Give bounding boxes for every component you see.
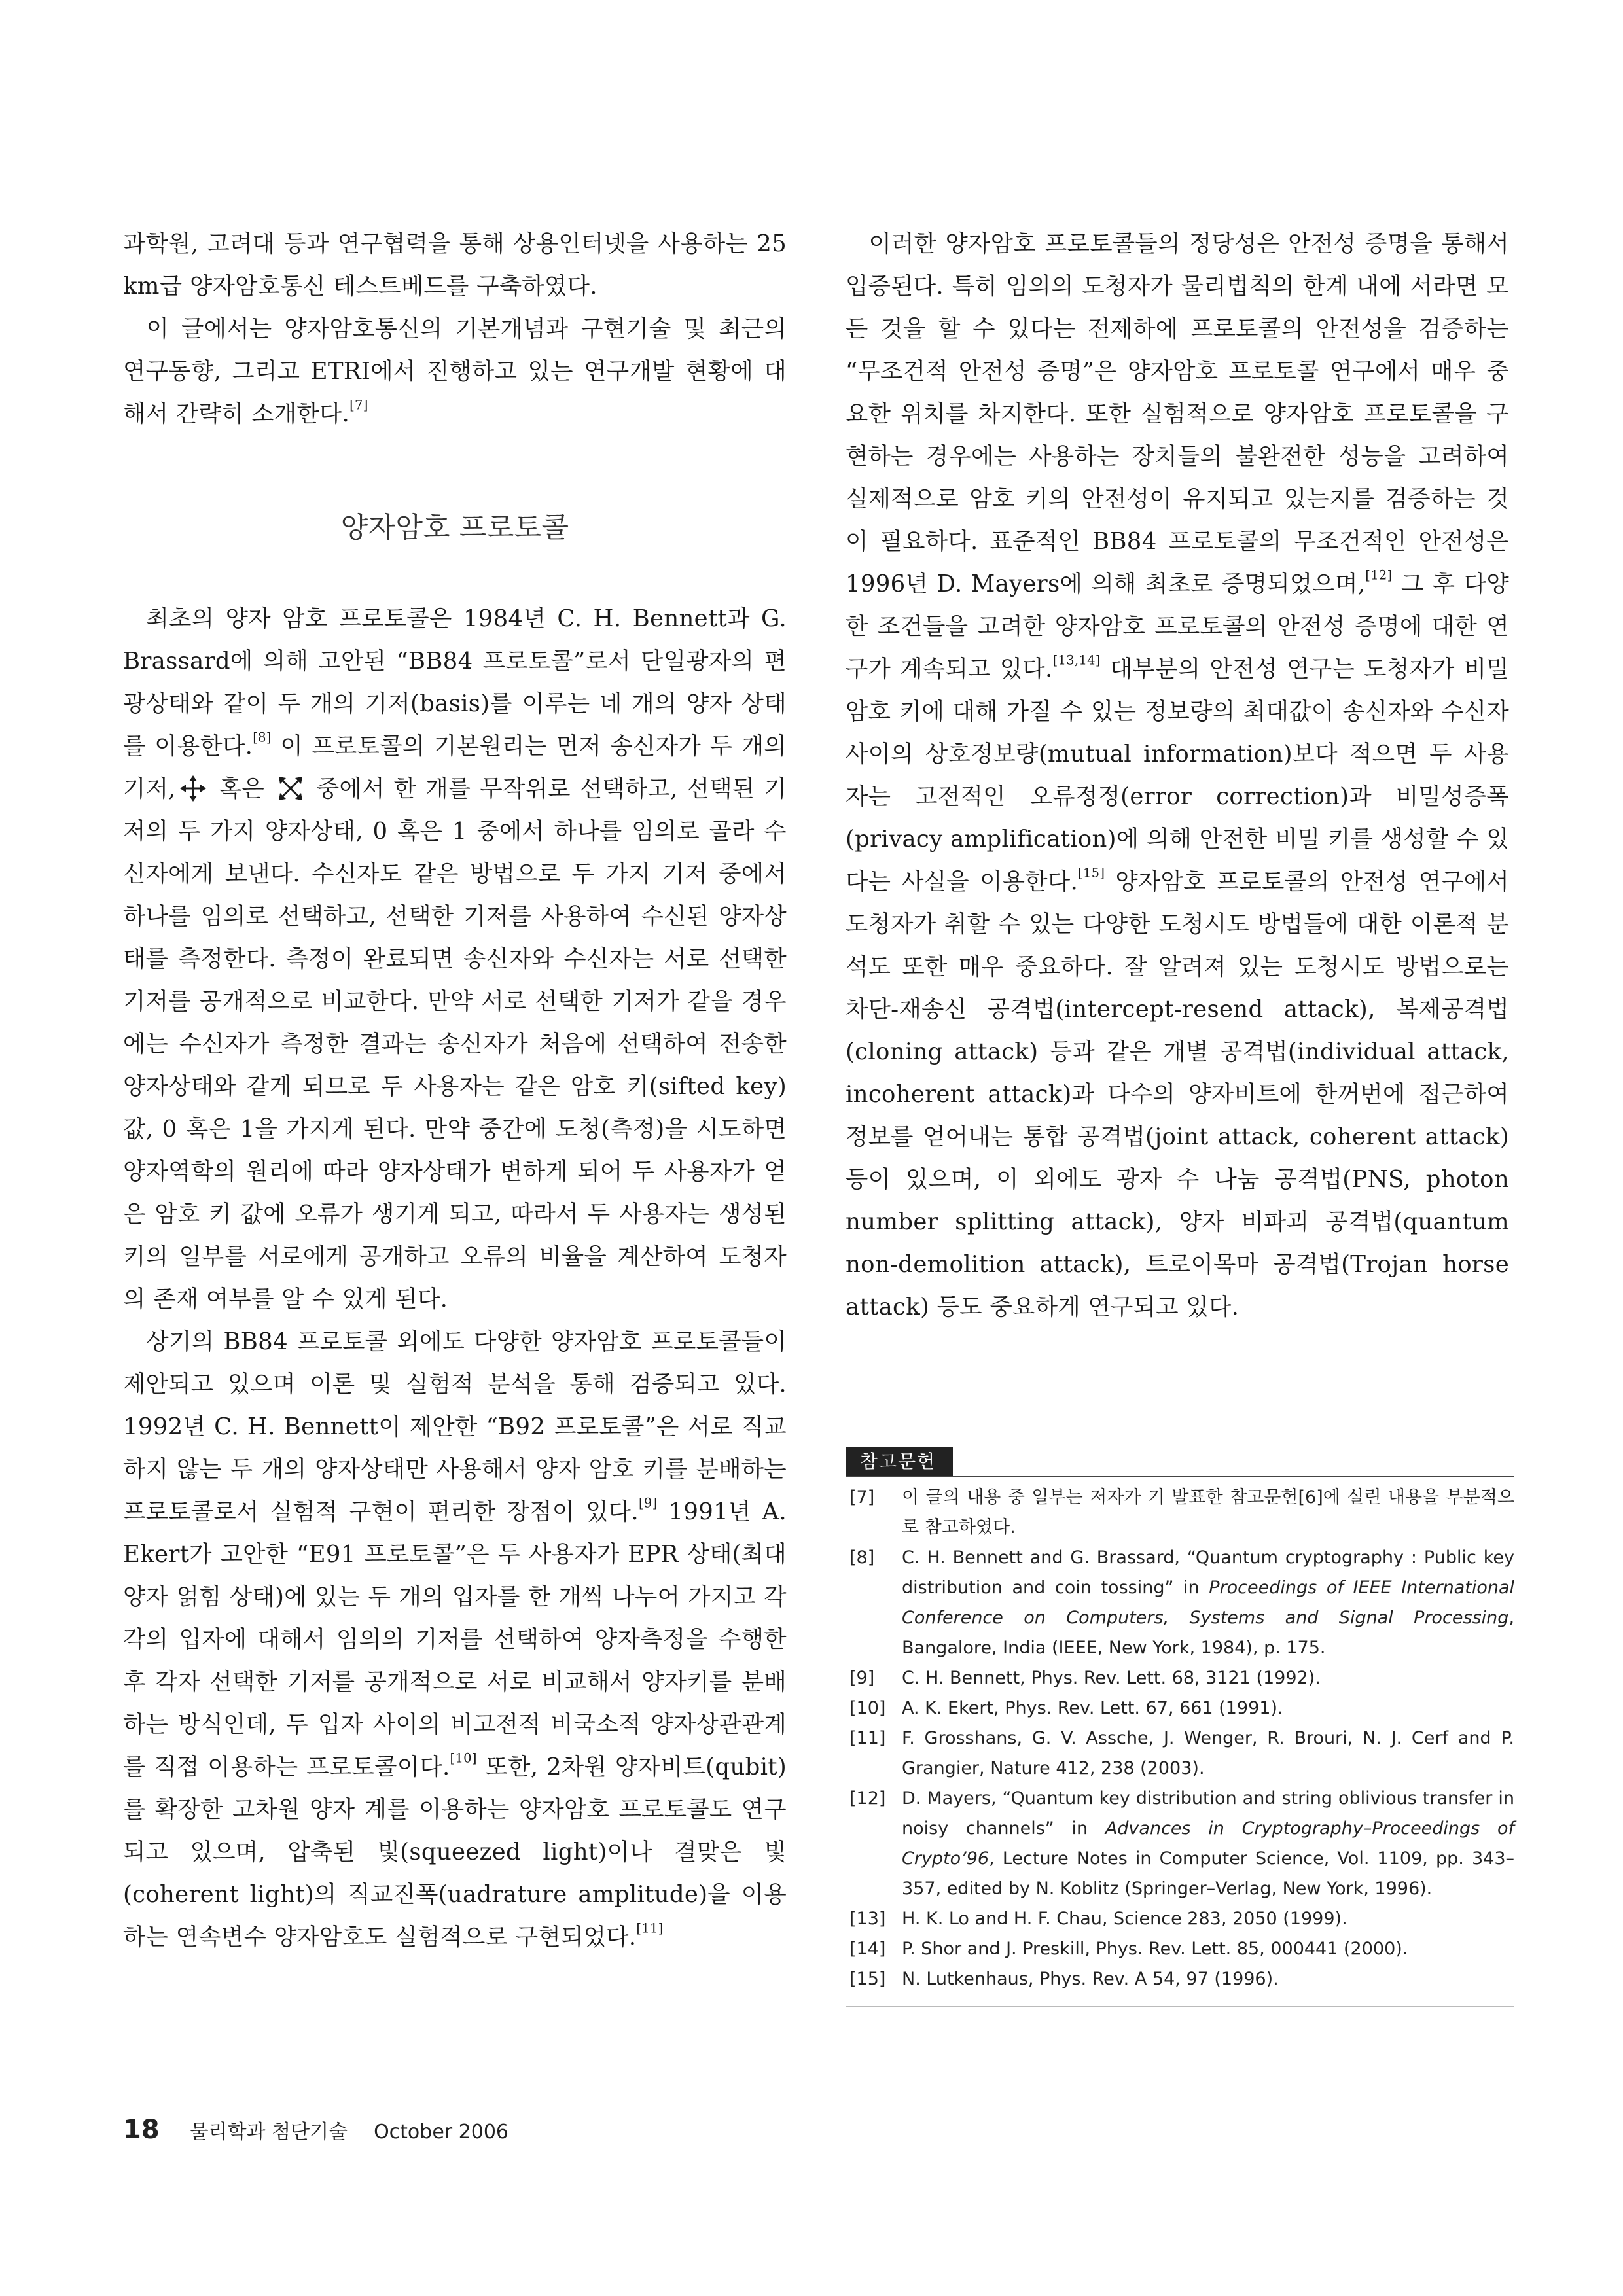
- reference-number: [9]: [849, 1668, 875, 1688]
- reference-text: P. Shor and J. Preskill, Phys. Rev. Lett. 85, 000441 (2000).: [902, 1939, 1408, 1959]
- citation: [10]: [450, 1750, 477, 1766]
- reference-number: [10]: [849, 1698, 886, 1718]
- reference-item: [846, 1784, 1514, 1904]
- citation: [7]: [349, 397, 368, 413]
- diagonal-basis-icon: [277, 775, 304, 802]
- paragraph: 이 글에서는 양자암호통신의 기본개념과 구현기술 및 최근의 연구동향, 그리고 ETRI에서 진행하고 있는 연구개발 현황에 대해서 간략히 소개한다.[7]: [123, 315, 787, 427]
- reference-text: C. H. Bennett and G. Brassard, “Quantum cryptography : Public key distribution and coin tossing” in: [902, 1547, 1514, 1598]
- paragraph: 상기의 BB84 프로토콜 외에도 다양한 양자암호 프로토콜들이 제안되고 있으며 이론 및 실험적 분석을 통해 검증되고 있다. 1992년 C. H. Bennett이 제안한 “B92 프로토콜”은 서로 직교하지 않는 두 개의 양자상태만 사용해서 양자 암호 키를 분배하는 프로토콜로서 실험적 구현이 편리한 장점이 있다.[9] 1991년 A. Ekert가 고안한 “E91 프로토콜”은 두 사용자가 EPR 상태(최대 양자 얽힘 상태)에 있는 두 개의 입자를 한 개씩 나누어 가지고 각각의 입자에 대해서 임의의 기저를 선택하여 양자측정을 수행한 후 각자 선택한 기저를 공개적으로 서로 비교해서 양자키를 분배하는 방식인데, 두 입자 사이의 비고전적 비국소적 양자상관관계를 직접 이용하는 프로토콜이다.[10] 또한, 2차원 양자비트(qubit)를 확장한 고차원 양자 계를 이용하는 양자암호 프로토콜도 연구되고 있으며, 압축된 빛(squeezed light)이나 결맞은 빛(coherent light)의 직교진폭(uadrature amplitude)을 이용하는 연속변수 양자암호도 실험적으로 구현되었다.[11]: [123, 1328, 787, 1951]
- reference-text: N. Lutkenhaus, Phys. Rev. A 54, 97 (1996).: [902, 1969, 1279, 1989]
- section-title: 양자암호 프로토콜: [340, 512, 569, 544]
- reference-text: , Bangalore, India (IEEE, New York, 1984), p. 175.: [902, 1608, 1514, 1658]
- references-list: [846, 1483, 1514, 2007]
- references-section: [846, 1447, 1514, 2007]
- reference-text: F. Grosshans, G. V. Assche, J. Wenger, R. Brouri, N. J. Cerf and P. Grangier, Nature 412, 238 (2003).: [902, 1728, 1514, 1778]
- paragraph: 이러한 양자암호 프로토콜들의 정당성은 안전성 증명을 통해서 입증된다. 특히 임의의 도청자가 물리법칙의 한계 내에 서라면 모든 것을 할 수 있다는 전제하에 프로토콜의 안전성을 검증하는 “무조건적 안전성 증명”은 양자암호 프로토콜 연구에서 매우 중요한 위치를 차지한다. 또한 실험적으로 양자암호 프로토콜을 구현하는 경우에는 사용하는 장치들의 불완전한 성능을 고려하여 실제적으로 암호 키의 안전성이 유지되고 있는지를 검증하는 것이 필요하다. 표준적인 BB84 프로토콜의 무조건적인 안전성은 1996년 D. Mayers에 의해 최초로 증명되었으며,[12] 그 후 다양한 조건들을 고려한 양자암호 프로토콜의 안전성 증명에 대한 연구가 계속되고 있다.[13,14] 대부분의 안전성 연구는 도청자가 비밀 암호 키에 대해 가질 수 있는 정보량의 최대값이 송신자와 수신자 사이의 상호정보량(mutual information)보다 적으면 두 사용자는 고전적인 오류정정(error correction)과 비밀성증폭(privacy amplification)에 의해 안전한 비밀 키를 생성할 수 있다는 사실을 이용한다.[15] 양자암호 프로토콜의 안전성 연구에서 도청자가 취할 수 있는 다양한 도청시도 방법들에 대한 이론적 분석도 또한 매우 중요하다. 잘 알려져 있는 도청시도 방법으로는 차단-재송신 공격법(intercept-resend attack), 복제공격법(cloning attack) 등과 같은 개별 공격법(individual attack, incoherent attack)과 다수의 양자비트에 한꺼번에 접근하여 정보를 얻어내는 통합 공격법(joint attack, coherent attack) 등이 있으며, 이 외에도 광자 수 나눔 공격법(PNS, photon number splitting attack), 양자 비파괴 공격법(quantum non-demolition attack), 트로이목마 공격법(Trojan horse attack) 등도 중요하게 연구되고 있다.: [846, 230, 1509, 1320]
- reference-text: , Lecture Notes in Computer Science, Vol. 1109, pp. 343–357, edited by N. Koblitz (Springer–Verlag, New York, 1996).: [902, 1848, 1514, 1899]
- rectilinear-basis-icon: [180, 775, 206, 802]
- reference-item: [846, 1723, 1514, 1784]
- page-footer: [123, 2115, 508, 2154]
- reference-text: 이 글의 내용 중 일부는 저자가 기 발표한 참고문헌[6]에 실린 내용을 부분적으로 참고하였다.: [902, 1487, 1514, 1538]
- issue-date: October 2006: [374, 2121, 509, 2144]
- reference-number: [15]: [849, 1969, 886, 1989]
- page-number: 18: [123, 2115, 160, 2145]
- reference-number: [14]: [849, 1939, 886, 1959]
- citation: [9]: [638, 1495, 658, 1511]
- divider: [846, 1476, 1514, 1477]
- right-column: [846, 222, 1509, 1328]
- reference-source-title: Advances in Cryptography–Proceedings of Crypto’96: [902, 1818, 1514, 1869]
- citation: [13,14]: [1052, 652, 1101, 668]
- reference-item: [846, 1964, 1514, 1994]
- citation: [8]: [253, 730, 272, 745]
- references-label: 참고문헌: [846, 1447, 953, 1476]
- journal-name: 물리학과 첨단기술: [189, 2121, 348, 2144]
- reference-number: [8]: [849, 1547, 875, 1568]
- paragraph: 최초의 양자 암호 프로토콜은 1984년 C. H. Bennett과 G. Brassard에 의해 고안된 “BB84 프로토콜”로서 단일광자의 편광상태와 같이 두 개의 기저(basis)를 이루는 네 개의 양자 상태를 이용한다.[8] 이 프로토콜의 기본원리는 먼저 송신자가 두 개의 기저, 혹은 중에서 한 개를 무작위로 선택하고, 선택된 기저의 두 가지 양자상태, 0 혹은 1 중에서 하나를 임의로 골라 수신자에게 보낸다. 수신자도 같은 방법으로 두 가지 기저 중에서 하나를 임의로 선택하고, 선택한 기저를 사용하여 수신된 양자상태를 측정한다. 측정이 완료되면 송신자와 수신자는 서로 선택한 기저를 공개적으로 비교한다. 만약 서로 선택한 기저가 같을 경우에는 수신자가 측정한 결과는 송신자가 처음에 선택하여 전송한 양자상태와 같게 되므로 두 사용자는 같은 암호 키(sifted key) 값, 0 혹은 1을 가지게 된다. 만약 중간에 도청(측정)을 시도하면 양자역학의 원리에 따라 양자상태가 변하게 되어 두 사용자가 얻은 암호 키 값에 오류가 생기게 되고, 따라서 두 사용자는 생성된 키의 일부를 서로에게 공개하고 오류의 비율을 계산하여 도청자의 존재 여부를 알 수 있게 된다.: [123, 605, 787, 1313]
- reference-item: [846, 1904, 1514, 1934]
- left-column: [123, 222, 787, 1958]
- reference-item: [846, 1693, 1514, 1723]
- reference-item: [846, 1663, 1514, 1693]
- paragraph: 과학원, 고려대 등과 연구협력을 통해 상용인터넷을 사용하는 25 km급 양자암호통신 테스트베드를 구축하였다.: [123, 230, 787, 300]
- reference-number: [13]: [849, 1909, 886, 1929]
- reference-text: H. K. Lo and H. F. Chau, Science 283, 2050 (1999).: [902, 1909, 1347, 1929]
- reference-number: [11]: [849, 1728, 886, 1748]
- reference-text: C. H. Bennett, Phys. Rev. Lett. 68, 3121 (1992).: [902, 1668, 1321, 1688]
- reference-item: [846, 1483, 1514, 1543]
- reference-text: D. Mayers, “Quantum key distribution and string oblivious transfer in noisy channels” in: [902, 1788, 1514, 1839]
- reference-item: [846, 1934, 1514, 1964]
- reference-source-title: Proceedings of IEEE International Conference on Computers, Systems and Signal Processing: [902, 1578, 1514, 1628]
- citation: [11]: [636, 1920, 664, 1936]
- reference-number: [7]: [849, 1487, 875, 1508]
- citation: [12]: [1365, 567, 1393, 583]
- reference-text: A. K. Ekert, Phys. Rev. Lett. 67, 661 (1991).: [902, 1698, 1283, 1718]
- reference-number: [12]: [849, 1788, 886, 1809]
- reference-item: [846, 1543, 1514, 1663]
- citation: [15]: [1078, 865, 1105, 881]
